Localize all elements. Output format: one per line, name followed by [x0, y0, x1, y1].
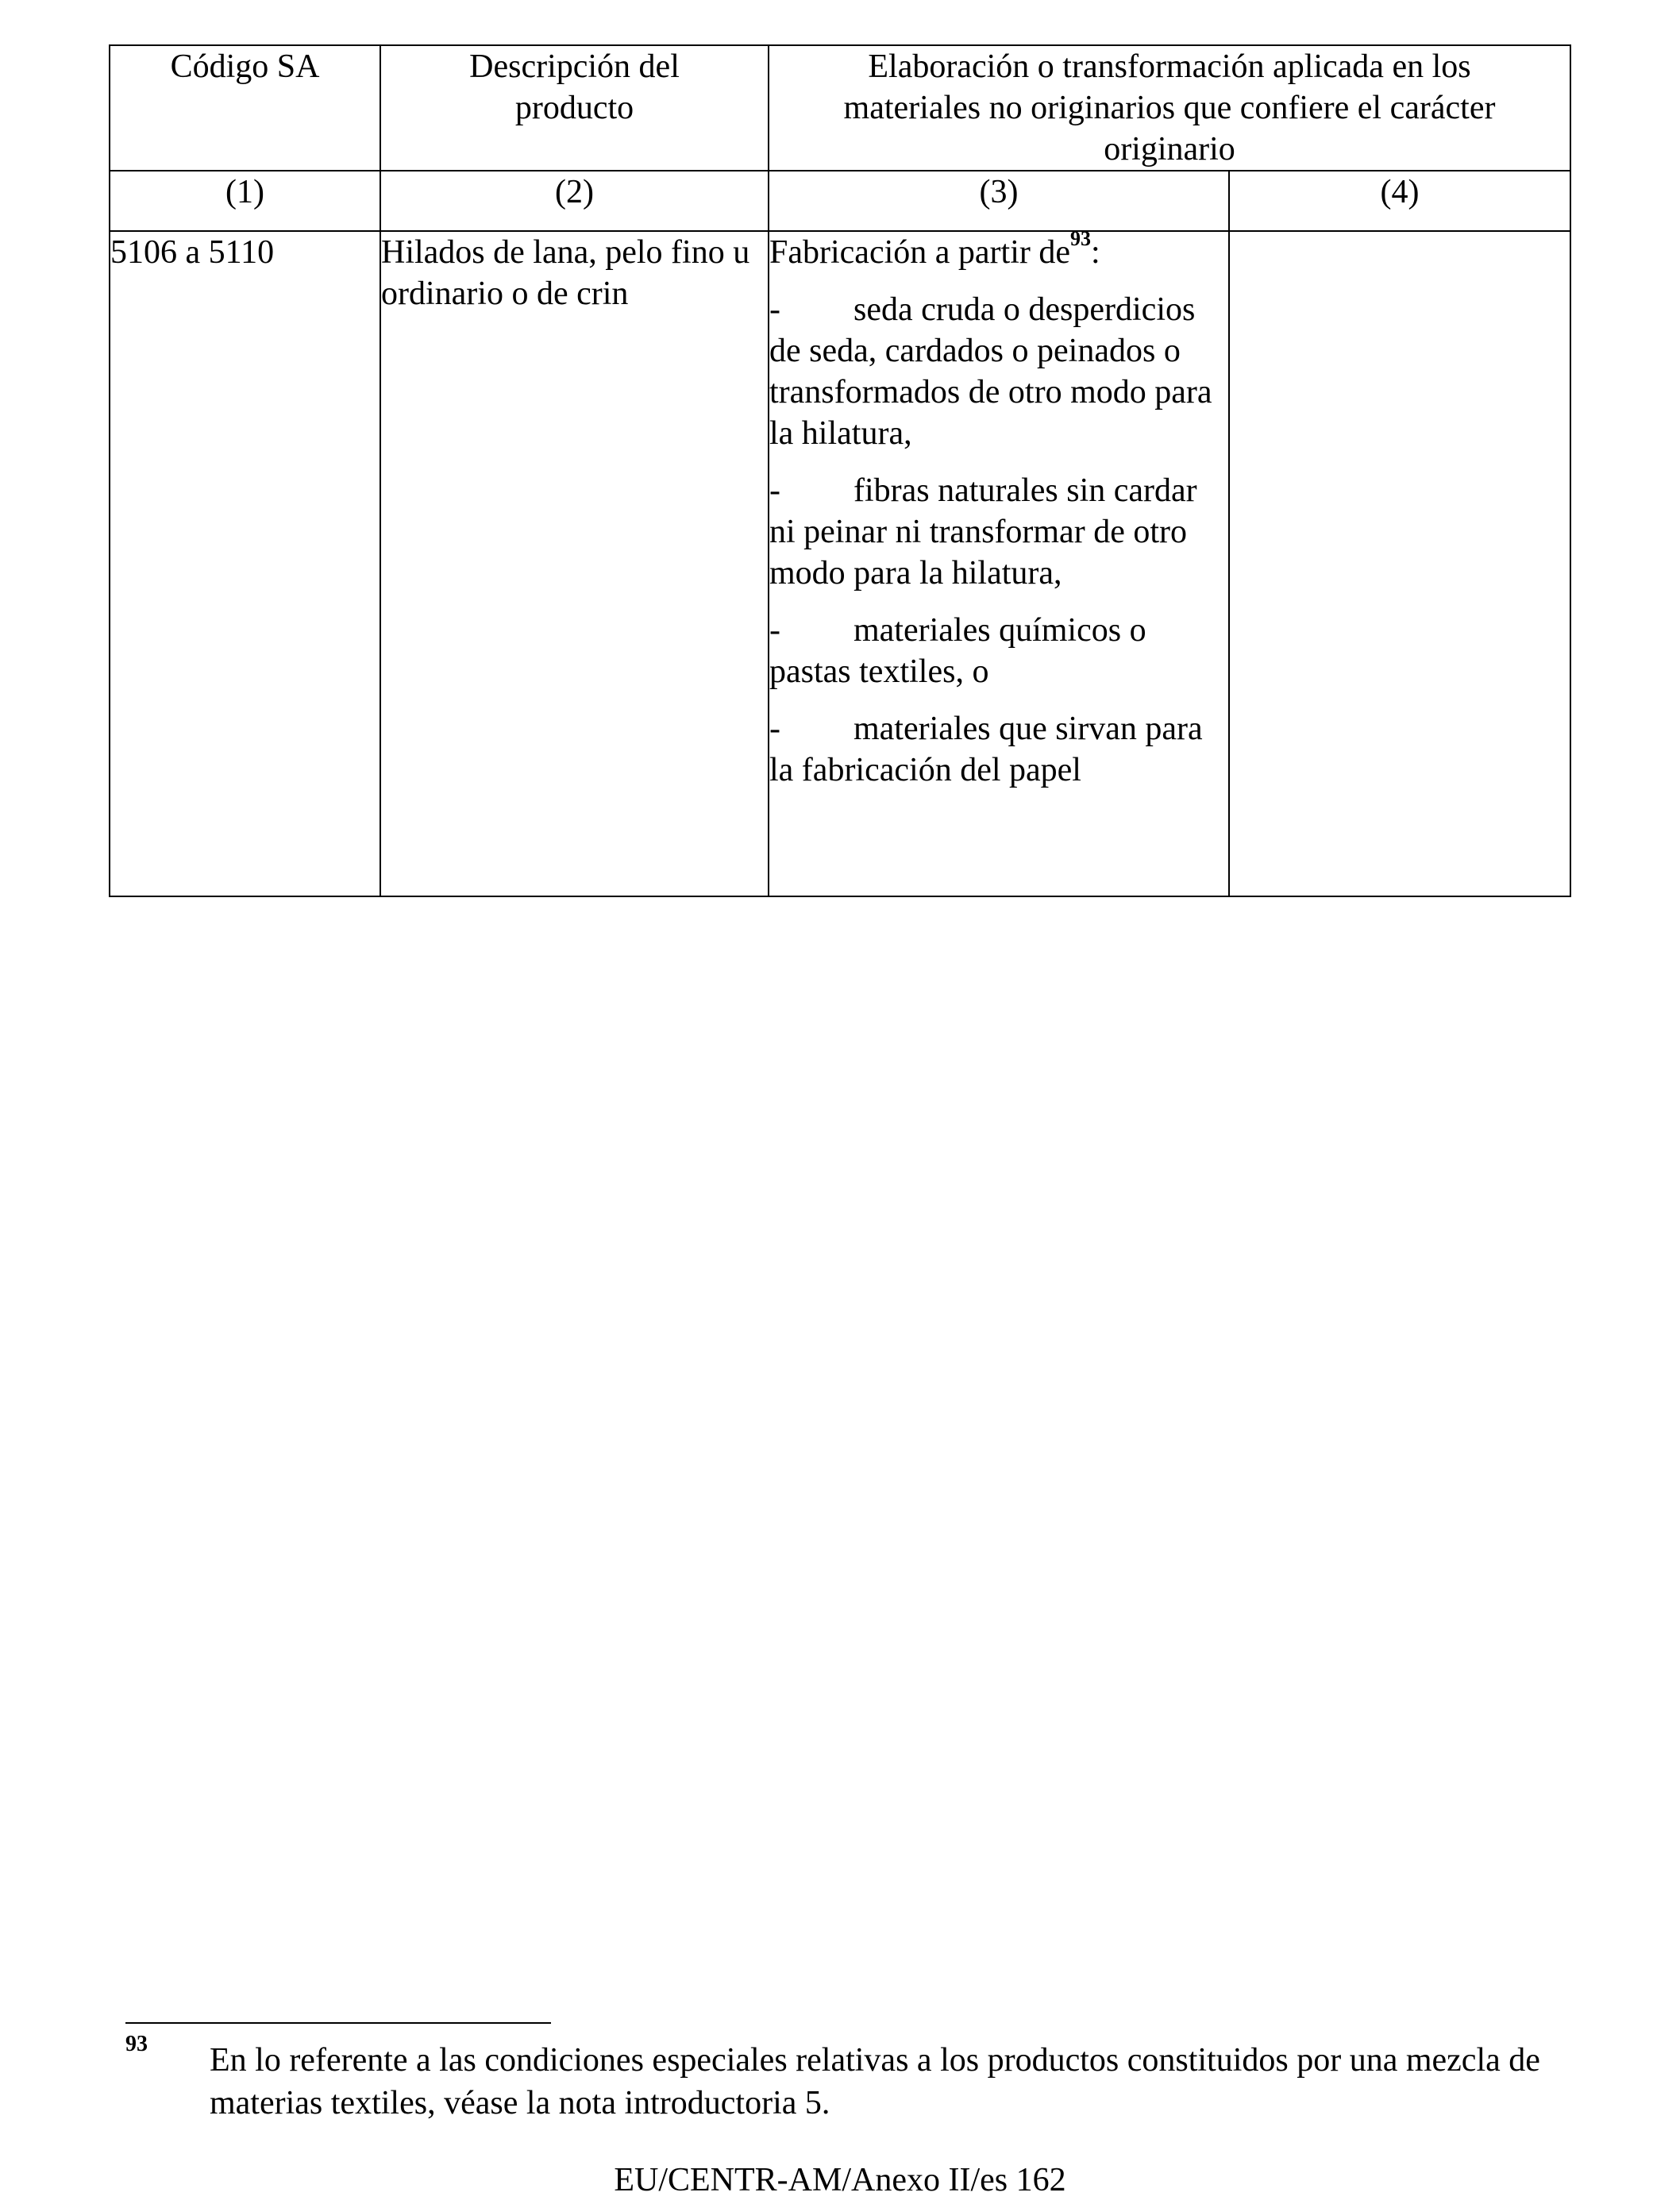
rules-of-origin-table — [109, 44, 1571, 897]
footnote-reference: 93 — [1069, 227, 1091, 250]
header-product-description: Descripción del producto — [380, 45, 769, 171]
column-number-4: (4) — [1229, 171, 1570, 231]
bullet-marker: - — [769, 612, 780, 649]
rule-intro-suffix: : — [1090, 234, 1100, 271]
rule-intro — [769, 227, 1228, 273]
rule-item — [769, 289, 1228, 454]
header-working-processing: Elaboración o transformación aplicada en los materiales no originarios que confiere el carácter originario — [769, 45, 1570, 171]
rule-item-text: materiales que sirvan para la fabricación del papel — [769, 711, 1203, 788]
page-footer-reference: EU/CENTR-AM/Anexo II/es 162 — [614, 2162, 1066, 2198]
rule-item — [769, 708, 1228, 791]
rule-intro-text: Fabricación a partir de — [769, 234, 1070, 271]
column-4-cell — [1229, 231, 1570, 896]
rule-item — [769, 610, 1228, 692]
bullet-marker: - — [769, 291, 780, 328]
footnote-separator — [125, 2022, 551, 2024]
rule-cell — [769, 227, 1229, 896]
bullet-marker: - — [769, 711, 780, 747]
product-description-cell: Hilados de lana, pelo fino u ordinario o de crin — [380, 231, 769, 896]
column-number-1: (1) — [110, 171, 380, 231]
header-hs-code: Código SA — [110, 45, 380, 171]
column-number-row — [110, 171, 1570, 231]
table-header-row — [110, 45, 1570, 171]
hs-code-cell: 5106 a 5110 — [110, 231, 380, 896]
rule-item-text: fibras naturales sin cardar ni peinar ni transformar de otro modo para la hilatura, — [769, 472, 1197, 591]
rule-item-text: materiales químicos o pastas textiles, o — [769, 612, 1146, 690]
footnote-text: En lo referente a las condiciones especiales relativas a los productos constituidos por una mezcla de materias textiles, véase la nota introductoria 5. — [210, 2042, 1540, 2121]
column-number-2: (2) — [380, 171, 769, 231]
rule-item-text: seda cruda o desperdicios de seda, cardados o peinados o transformados de otro modo para la hilatura, — [769, 291, 1212, 452]
rule-item — [769, 470, 1228, 594]
column-number-3: (3) — [769, 171, 1229, 231]
bullet-marker: - — [769, 472, 780, 509]
table-row — [110, 231, 1570, 896]
footnote-number: 93 — [125, 2032, 148, 2056]
